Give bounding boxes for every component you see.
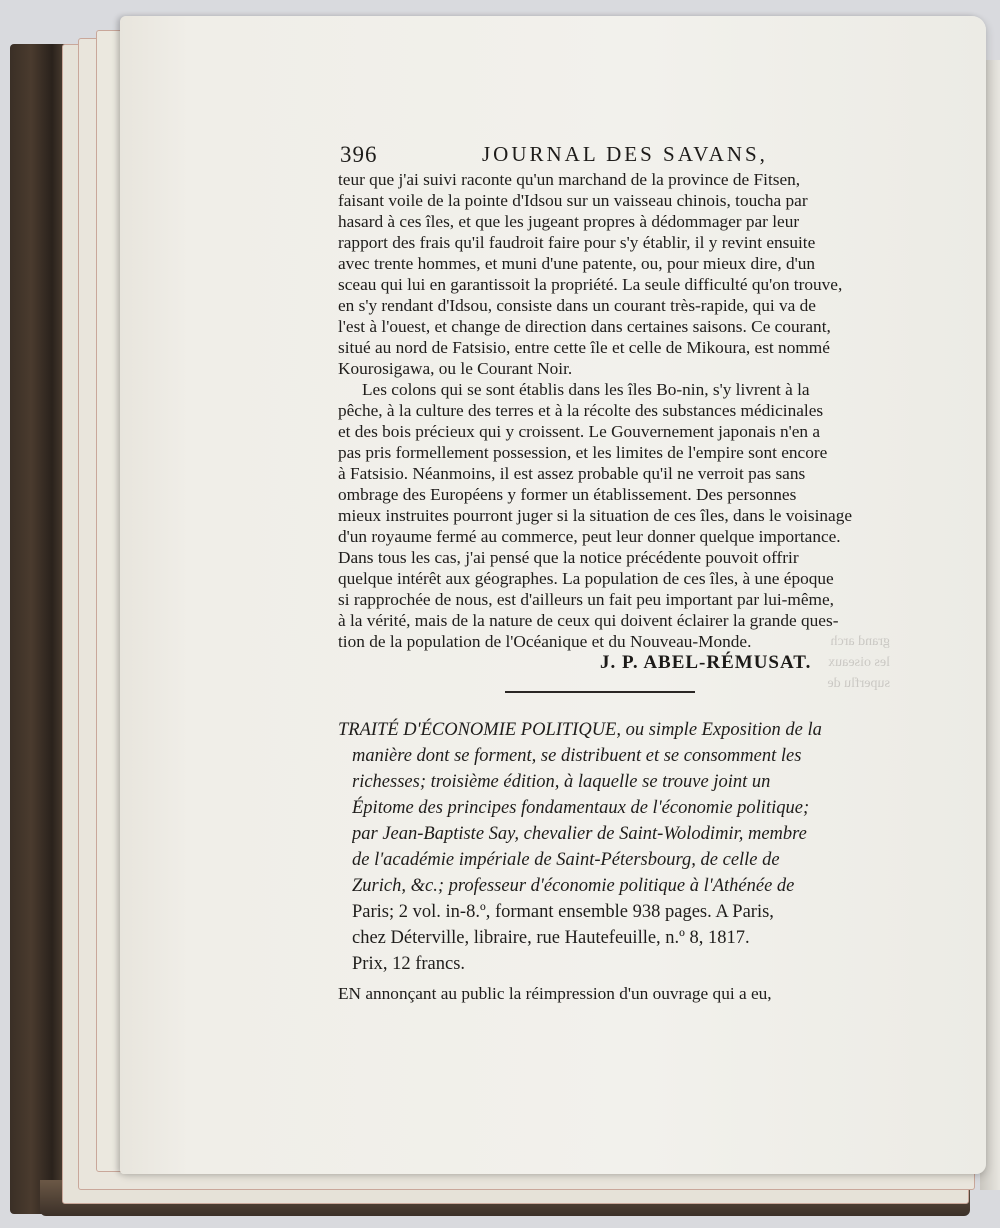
text-line: richesses; troisième édition, à laquelle se trouve joint un xyxy=(352,772,771,792)
text-line: chez Déterville, libraire, rue Hautefeuille, n.º 8, 1817. xyxy=(352,928,750,948)
text-line: quelque intérêt aux géographes. La population de ces îles, à une époque xyxy=(338,569,834,588)
text-line: Les colons qui se sont établis dans les îles Bo-nin, s'y livrent à la xyxy=(362,380,810,399)
text-line: pas pris formellement possession, et les limites de l'empire sont encore xyxy=(338,443,828,462)
text-line: manière dont se forment, se distribuent et se consomment les xyxy=(352,746,802,766)
text-line: pêche, à la culture des terres et à la récolte des substances médicinales xyxy=(338,401,824,420)
text-line: Zurich, &c.; professeur d'économie politique à l'Athénée de xyxy=(352,876,795,896)
opening-line: EN annonçant au public la réimpression d'un ouvrage qui a eu, xyxy=(338,984,772,1003)
page-header xyxy=(340,140,880,170)
text-line: Kourosigawa, ou le Courant Noir. xyxy=(338,359,573,378)
text-line: par Jean-Baptiste Say, chevalier de Saint-Wolodimir, membre xyxy=(352,824,807,844)
text-line: ombrage des Européens y former un établissement. Des personnes xyxy=(338,485,797,504)
text-line: et des bois précieux qui y croissent. Le Gouvernement japonais n'en a xyxy=(338,422,821,441)
text-line: TRAITÉ D'ÉCONOMIE POLITIQUE, ou simple Exposition de la xyxy=(338,720,822,740)
bleed-through-text: superflu de xyxy=(827,676,890,691)
text-line: Épitome des principes fondamentaux de l'économie politique; xyxy=(352,798,810,818)
author-signature: J. P. ABEL-RÉMUSAT. xyxy=(600,652,812,673)
text-line: avec trente hommes, et muni d'une patente, ou, pour mieux dire, d'un xyxy=(338,254,816,273)
text-line: à Fatsisio. Néanmoins, il est assez probable qu'il ne verroit pas sans xyxy=(338,464,806,483)
text-line: en s'y rendant d'Idsou, consiste dans un courant très-rapide, qui va de xyxy=(338,296,816,315)
text-line: mieux instruites pourront juger si la situation de ces îles, dans le voisinage xyxy=(338,506,853,525)
page-number: 396 xyxy=(340,142,378,167)
text-line: de l'académie impériale de Saint-Pétersbourg, de celle de xyxy=(352,850,780,870)
bleed-through-text: les oiseaux xyxy=(828,655,890,670)
text-line: teur que j'ai suivi raconte qu'un marchand de la province de Fitsen, xyxy=(338,170,801,189)
text-line: Prix, 12 francs. xyxy=(352,954,466,974)
text-line: à la vérité, mais de la nature de ceux qui doivent éclairer la grande ques- xyxy=(338,611,839,630)
text-line: d'un royaume fermé au commerce, peut leur donner quelque importance. xyxy=(338,527,841,546)
text-line: si rapprochée de nous, est d'ailleurs un fait peu important par lui-même, xyxy=(338,590,834,609)
section-divider xyxy=(505,691,695,693)
running-head: JOURNAL DES SAVANS, xyxy=(482,142,768,166)
text-line: Dans tous les cas, j'ai pensé que la notice précédente pouvoit offrir xyxy=(338,548,799,567)
text-line: faisant voile de la pointe d'Idsou sur un vaisseau chinois, toucha par xyxy=(338,191,808,210)
text-line: hasard à ces îles, et que les jugeant propres à dédommager par leur xyxy=(338,212,800,231)
book-spine xyxy=(10,44,70,1214)
text-line: situé au nord de Fatsisio, entre cette île et celle de Mikoura, est nommé xyxy=(338,338,830,357)
bleed-through-text: grand arch xyxy=(830,634,890,649)
text-line: rapport des frais qu'il faudroit faire pour s'y établir, il y revint ensuite xyxy=(338,233,816,252)
text-line: l'est à l'ouest, et change de direction dans certaines saisons. Ce courant, xyxy=(338,317,831,336)
text-line: sceau qui lui en garantissoit la propriété. La seule difficulté qu'on trouve, xyxy=(338,275,843,294)
text-line: Paris; 2 vol. in-8.º, formant ensemble 938 pages. A Paris, xyxy=(352,902,774,922)
text-line: tion de la population de l'Océanique et du Nouveau-Monde. xyxy=(338,632,752,651)
